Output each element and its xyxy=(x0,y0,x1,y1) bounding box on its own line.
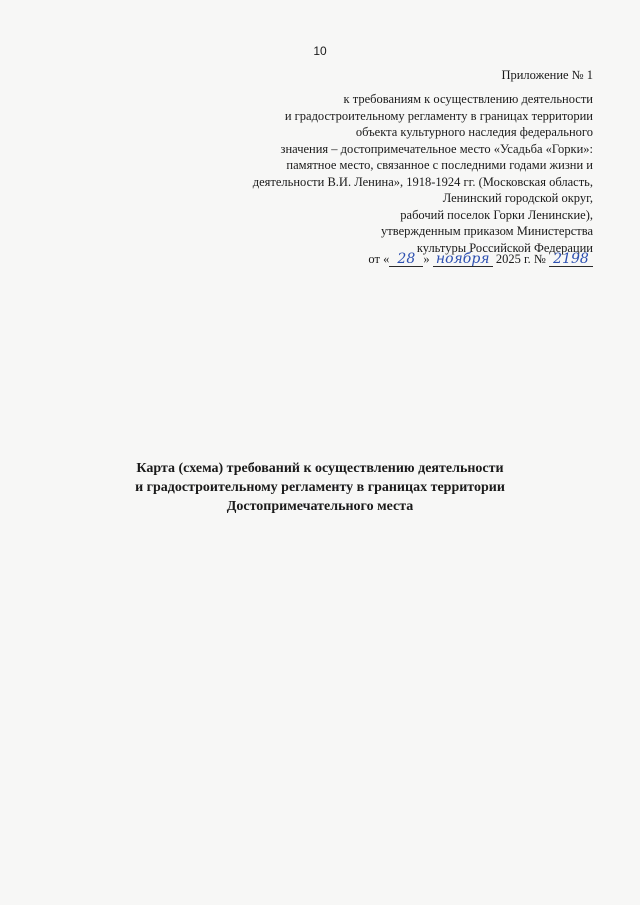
handwritten-day: 28 xyxy=(389,252,423,267)
handwritten-month: ноября xyxy=(433,252,493,267)
requirements-line: деятельности В.И. Ленина», 1918-1924 гг. (Московская область, xyxy=(252,174,593,189)
order-date-line xyxy=(368,252,593,267)
requirements-line: и градостроительному регламенту в границах территории xyxy=(284,108,593,123)
handwritten-order-number: 2198 xyxy=(549,252,593,267)
appendix-label: Приложение № 1 xyxy=(501,68,593,82)
page-number: 10 xyxy=(313,44,327,58)
requirements-line: рабочий поселок Горки Ленинские), xyxy=(400,207,593,222)
order-year: 2025 г. № xyxy=(495,252,546,266)
title-line: Карта (схема) требований к осуществлению деятельности xyxy=(136,461,504,476)
requirements-line: Ленинский городской округ, xyxy=(442,191,593,205)
title-line: Достопримечательного места xyxy=(226,499,414,514)
requirements-line: культуры Российской Федерации xyxy=(416,240,593,255)
requirements-line: значения – достопримечательное место «Усадьба «Горки»: xyxy=(280,141,593,156)
requirements-line: к требованиям к осуществлению деятельности xyxy=(343,92,593,106)
requirements-line: утвержденным приказом Министерства xyxy=(381,224,593,238)
order-quote-close: » xyxy=(423,252,430,266)
order-prefix: от « xyxy=(368,252,390,266)
requirements-line: объекта культурного наследия федерального xyxy=(355,125,593,139)
title-line: и градостроительному регламенту в границах территории xyxy=(135,480,505,495)
requirements-reference xyxy=(173,91,593,256)
document-title xyxy=(0,459,640,516)
requirements-line: памятное место, связанное с последними годами жизни и xyxy=(286,158,593,172)
